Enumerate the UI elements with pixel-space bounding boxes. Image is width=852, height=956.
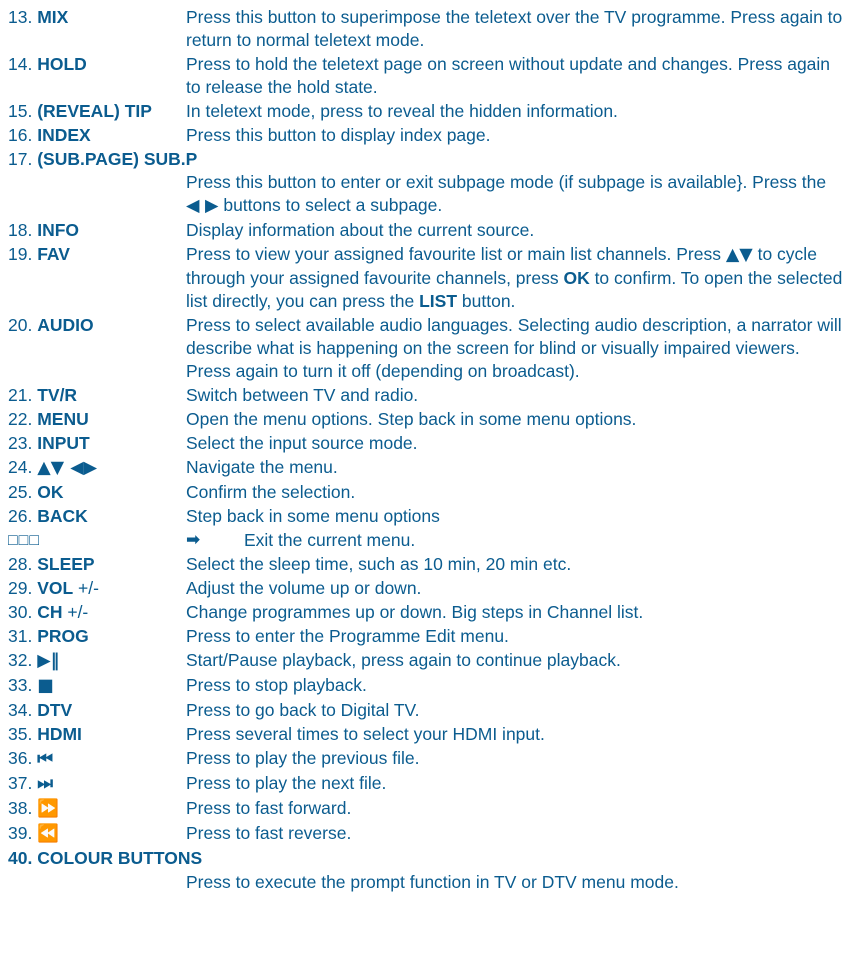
list-item-key: MIX xyxy=(37,7,69,27)
list-item-key: CH xyxy=(37,602,63,622)
list-item-description: Exit the current menu. xyxy=(244,530,416,550)
list-item-label xyxy=(8,723,186,746)
list-item-number: 14. xyxy=(8,54,33,74)
list-item-key: ⏮ xyxy=(37,749,53,769)
list-item xyxy=(8,871,844,894)
list-item xyxy=(8,747,844,771)
list-item-label xyxy=(8,148,198,171)
list-item-key: COLOUR BUTTONS xyxy=(37,848,203,868)
list-item-label xyxy=(8,601,186,624)
list-item-description: Select the sleep time, such as 10 min, 20 min etc. xyxy=(186,554,572,574)
list-item-number: 23. xyxy=(8,433,33,453)
list-item xyxy=(8,432,844,455)
list-item xyxy=(8,408,844,431)
list-item-key-suffix: +/- xyxy=(62,602,89,622)
list-item-label xyxy=(8,649,186,673)
list-item-description: Press to play the previous file. xyxy=(186,748,420,768)
list-item-number: 20. xyxy=(8,315,33,335)
list-item-description: Press to enter the Programme Edit menu. xyxy=(186,626,509,646)
list-item-description: Press to stop playback. xyxy=(186,675,367,695)
list-item-description: Press to fast reverse. xyxy=(186,823,352,843)
list-item-label xyxy=(8,822,186,846)
list-item-number: 25. xyxy=(8,482,33,502)
list-item-key: PROG xyxy=(37,626,89,646)
exit-key-boxes: □□□ xyxy=(8,532,40,549)
list-item-label xyxy=(8,219,186,242)
list-item-label xyxy=(8,797,186,821)
description-fragment: Press to view your assigned favourite list or main list channels. Press xyxy=(186,244,726,264)
description-fragment: Press this button to enter or exit subpage mode (if subpage is available}. Press the xyxy=(186,172,827,192)
list-item-label xyxy=(8,505,186,528)
list-item-label xyxy=(8,456,186,480)
list-item-description: Open the menu options. Step back in some menu options. xyxy=(186,409,637,429)
list-item-description: Press to select available audio languages. Selecting audio description, a narrator will describe what is happening on the screen for blind or visually impaired viewers. Press again to turn it off (depending on broadcast). xyxy=(186,315,842,381)
list-item-number: 16. xyxy=(8,125,33,145)
list-item-key: ⏭ xyxy=(37,774,53,794)
list-item-number: 34. xyxy=(8,700,33,720)
list-item xyxy=(8,649,844,673)
list-item xyxy=(8,674,844,698)
description-fragment: to confirm. To open the selected list directly, you can press the xyxy=(186,268,843,311)
list-item-description: Press to fast forward. xyxy=(186,798,352,818)
list-item-description: Switch between TV and radio. xyxy=(186,385,419,405)
list-item-label xyxy=(8,772,186,796)
list-item-number: 36. xyxy=(8,748,33,768)
list-item xyxy=(8,797,844,821)
description-fragment: OK xyxy=(563,268,590,288)
list-item xyxy=(8,553,844,576)
list-item-description: Select the input source mode. xyxy=(186,433,418,453)
list-item-label xyxy=(8,674,186,698)
list-item-key: HDMI xyxy=(37,724,82,744)
exit-arrow-icon: ➡ xyxy=(186,530,201,550)
list-item-key: ■ xyxy=(37,676,54,696)
list-item-label xyxy=(8,481,186,504)
list-item xyxy=(8,6,844,52)
list-item-label xyxy=(8,432,186,455)
description-fragment: to cycle through your assigned favourite channels, press xyxy=(186,244,817,288)
list-item xyxy=(8,505,844,528)
list-item-key: SLEEP xyxy=(37,554,95,574)
list-item-label xyxy=(8,577,186,600)
list-item-description: Press this button to display index page. xyxy=(186,125,491,145)
list-item-key: (SUB.PAGE) SUB.P xyxy=(37,149,198,169)
list-item-number: 37. xyxy=(8,773,33,793)
list-item-key: VOL xyxy=(37,578,74,598)
list-item-label xyxy=(8,553,186,576)
list-item-label xyxy=(8,699,186,722)
list-item-description: Confirm the selection. xyxy=(186,482,356,502)
list-item-label xyxy=(8,847,844,870)
list-item-label xyxy=(8,6,186,29)
list-item-key: BACK xyxy=(37,506,88,526)
list-item-key: TV/R xyxy=(37,385,78,405)
list-item-number: 33. xyxy=(8,675,33,695)
list-item-number: 13. xyxy=(8,7,33,27)
list-item xyxy=(8,53,844,99)
list-item xyxy=(8,219,844,242)
list-item-label xyxy=(8,100,186,123)
list-item xyxy=(8,100,844,123)
list-item xyxy=(8,314,844,383)
list-item-key: ⏪ xyxy=(37,824,59,844)
list-item-key: ▶‖ xyxy=(37,651,60,671)
list-item-label xyxy=(8,747,186,771)
list-item-description: Press this button to superimpose the teletext over the TV programme. Press again to return to normal teletext mode. xyxy=(186,7,843,50)
list-item-label xyxy=(8,124,186,147)
list-item-number: 31. xyxy=(8,626,33,646)
list-item-key-suffix: +/- xyxy=(73,578,99,598)
list-item-label xyxy=(8,625,186,648)
list-item-number: 18. xyxy=(8,220,33,240)
list-item-description: Change programmes up or down. Big steps in Channel list. xyxy=(186,602,644,622)
list-item xyxy=(8,847,844,870)
list-item-number: 40. xyxy=(8,848,33,868)
list-item-label xyxy=(8,408,186,431)
list-item xyxy=(8,772,844,796)
list-item-description xyxy=(186,243,844,313)
list-item-number: 19. xyxy=(8,244,33,264)
list-item-number: 32. xyxy=(8,650,33,670)
description-fragment: LIST xyxy=(419,291,458,311)
list-item xyxy=(8,625,844,648)
list-item-key: DTV xyxy=(37,700,73,720)
list-item-key: INDEX xyxy=(37,125,91,145)
list-item-description: Start/Pause playback, press again to continue playback. xyxy=(186,650,621,670)
description-fragment: buttons to select a subpage. xyxy=(218,195,443,215)
list-item-number: 38. xyxy=(8,798,33,818)
list-item-description xyxy=(186,171,844,218)
list-item-key: ⏩ xyxy=(37,799,59,819)
list-item-description: Press to go back to Digital TV. xyxy=(186,700,420,720)
description-fragment: button. xyxy=(457,291,516,311)
list-item-description: Step back in some menu options xyxy=(186,506,440,526)
list-item-number: 28. xyxy=(8,554,33,574)
list-item-number: 26. xyxy=(8,506,33,526)
list-item xyxy=(8,822,844,846)
list-item xyxy=(8,243,844,313)
list-item xyxy=(8,577,844,600)
list-item-description: Navigate the menu. xyxy=(186,457,338,477)
list-item-key: ▲▼ ◀▶ xyxy=(37,458,98,478)
list-item xyxy=(8,699,844,722)
list-item-key: INFO xyxy=(37,220,80,240)
list-item-number: 39. xyxy=(8,823,33,843)
list-item-label xyxy=(8,384,186,407)
left-right-arrow-icon: ◀ ▶ xyxy=(186,196,219,216)
list-item-number: 29. xyxy=(8,578,33,598)
list-item xyxy=(8,456,844,480)
list-item-description: Press to execute the prompt function in TV or DTV menu mode. xyxy=(186,872,679,892)
list-item xyxy=(8,481,844,504)
list-item-number: 17. xyxy=(8,149,33,169)
list-item xyxy=(8,148,844,218)
list-item-key: MENU xyxy=(37,409,89,429)
list-item-key: AUDIO xyxy=(37,315,94,335)
list-item-number: 24. xyxy=(8,457,33,477)
list-item xyxy=(8,601,844,624)
list-item xyxy=(8,384,844,407)
list-item-key: (REVEAL) TIP xyxy=(37,101,152,121)
list-item-key: FAV xyxy=(37,244,70,264)
list-item-description: Display information about the current source. xyxy=(186,220,535,240)
list-item-label xyxy=(8,243,186,266)
list-item-number: 15. xyxy=(8,101,33,121)
list-item-number: 30. xyxy=(8,602,33,622)
list-item xyxy=(8,529,844,552)
list-item-description: Press to play the next file. xyxy=(186,773,387,793)
list-item xyxy=(8,124,844,147)
list-item-key: HOLD xyxy=(37,54,87,74)
list-item-label xyxy=(8,314,186,337)
list-item-number: 22. xyxy=(8,409,33,429)
list-item xyxy=(8,723,844,746)
list-item-description: Adjust the volume up or down. xyxy=(186,578,422,598)
list-item-key: OK xyxy=(37,482,64,502)
list-item-number: 21. xyxy=(8,385,33,405)
list-item-description: Press to hold the teletext page on screen without update and changes. Press again to release the hold state. xyxy=(186,54,831,97)
list-item-key: INPUT xyxy=(37,433,90,453)
description-fragment: ▲▼ xyxy=(725,245,753,265)
list-item-label xyxy=(8,53,186,76)
list-item-number: 35. xyxy=(8,724,33,744)
list-item-description: In teletext mode, press to reveal the hidden information. xyxy=(186,101,618,121)
list-item-description: Press several times to select your HDMI input. xyxy=(186,724,545,744)
